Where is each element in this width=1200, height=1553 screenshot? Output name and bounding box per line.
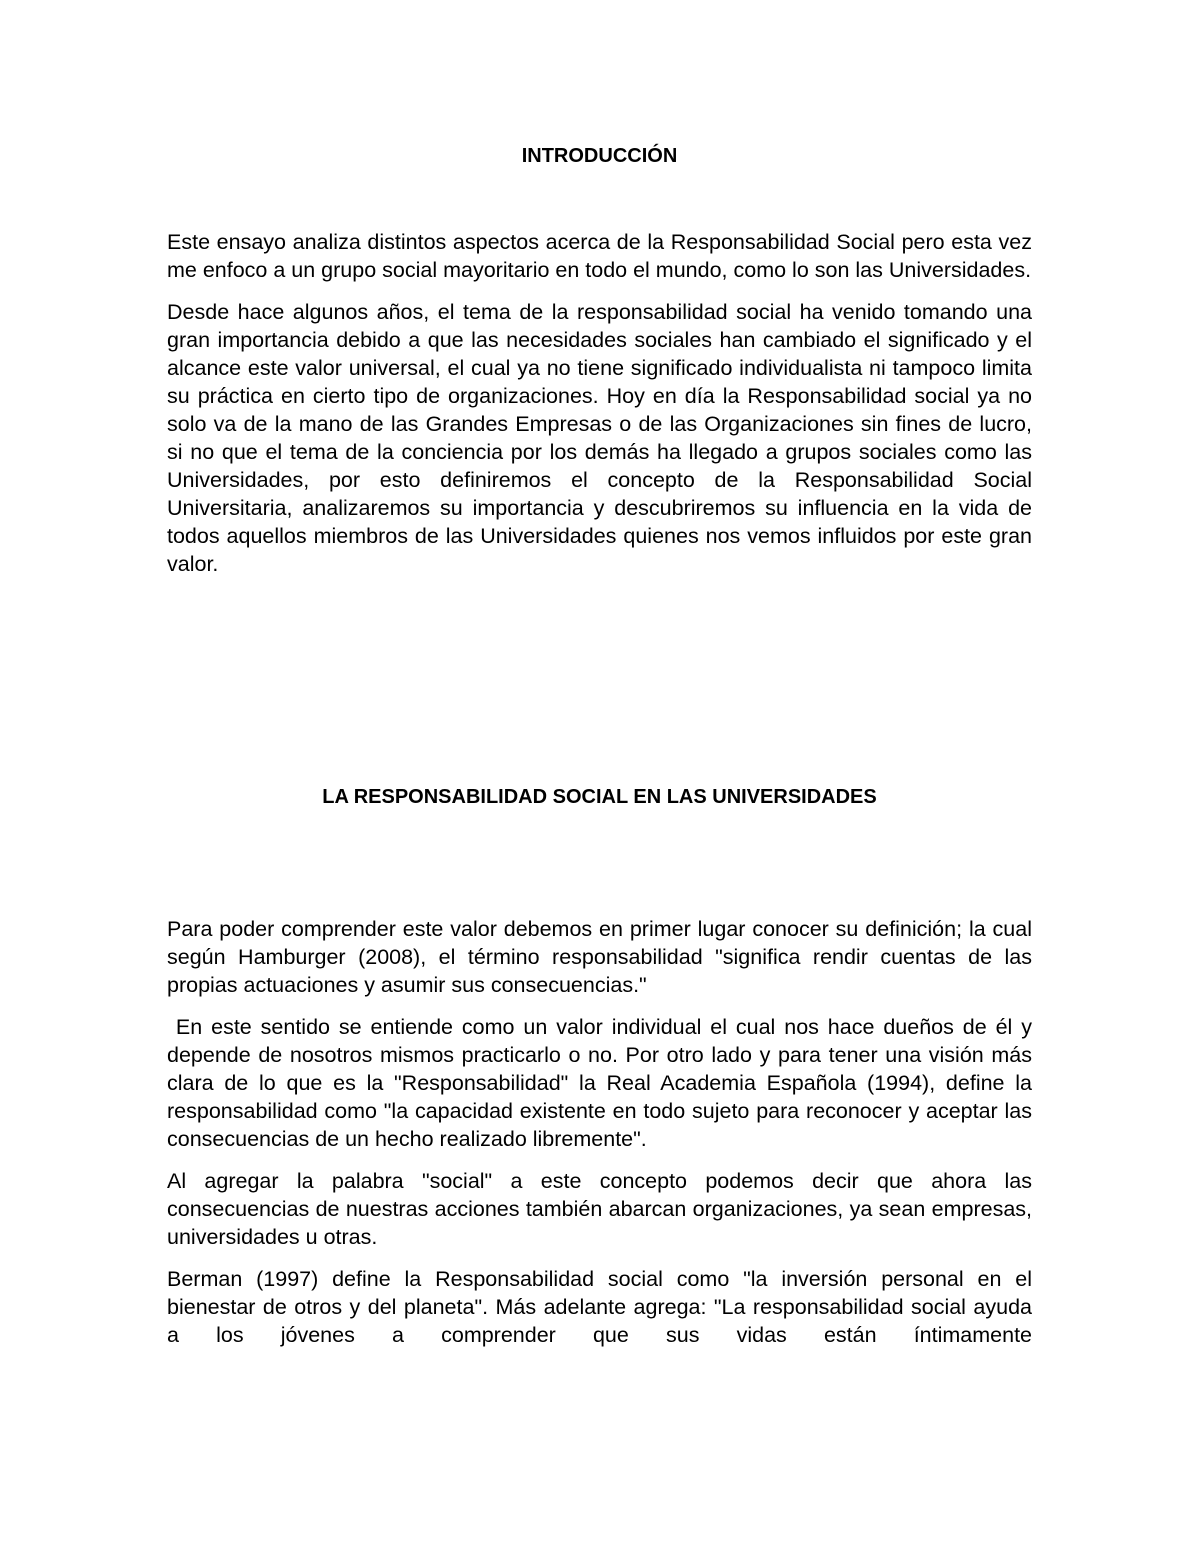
intro-paragraph-1: Este ensayo analiza distintos aspectos acerca de la Responsabilidad Social pero esta vez me enfoco a un grupo social mayoritario en todo el mundo, como lo son las Universidades. xyxy=(167,230,1032,282)
intro-paragraph-2: Desde hace algunos años, el tema de la responsabilidad social ha venido tomando una gran importancia debido a que las necesidades sociales han cambiado el significado y el alcance este valor universal, el cual ya no tiene significado individualista ni tampoco limita su práctica en cierto tipo de organizaciones. Hoy en día la Responsabilidad social ya no solo va de la mano de las Grandes Empresas o de las Organizaciones sin fines de lucro, si no que el tema de la conciencia por los demás ha llegado a grupos sociales como las Universidades, por esto definiremos el concepto de la Responsabilidad Social Universitaria, analizaremos su importancia y descubriremos su influencia en la vida de todos aquellos miembros de las Universidades quienes nos vemos influidos por este gran valor. xyxy=(167,300,1032,576)
section-paragraph-3: Al agregar la palabra "social" a este concepto podemos decir que ahora las consecuencias de nuestras acciones también abarcan organizaciones, ya sean empresas, universidades u otras. xyxy=(167,1169,1032,1249)
section-body xyxy=(167,915,1038,1349)
section-paragraph-4: Berman (1997) define la Responsabilidad social como "la inversión personal en el bienestar de otros y del planeta". Más adelante agrega: "La responsabilidad social ayuda a los jóvenes a comprender que sus vidas están íntimamente xyxy=(167,1267,1032,1347)
section-paragraph-1: Para poder comprender este valor debemos en primer lugar conocer su definición; la cual según Hamburger (2008), el término responsabilidad "significa rendir cuentas de las propias actuaciones y asumir sus consecuencias." xyxy=(167,917,1032,997)
section-heading: LA RESPONSABILIDAD SOCIAL EN LAS UNIVERSIDADES xyxy=(322,786,877,808)
section-paragraph-2: En este sentido se entiende como un valor individual el cual nos hace dueños de él y depende de nosotros mismos practicarlo o no. Por otro lado y para tener una visión más clara de lo que es la "Responsabilidad" la Real Academia Española (1994), define la responsabilidad como "la capacidad existente en todo sujeto para reconocer y aceptar las consecuencias de un hecho realizado libremente". xyxy=(167,1015,1038,1151)
introduction-heading: INTRODUCCIÓN xyxy=(521,145,678,167)
introduction-body xyxy=(167,228,1032,578)
